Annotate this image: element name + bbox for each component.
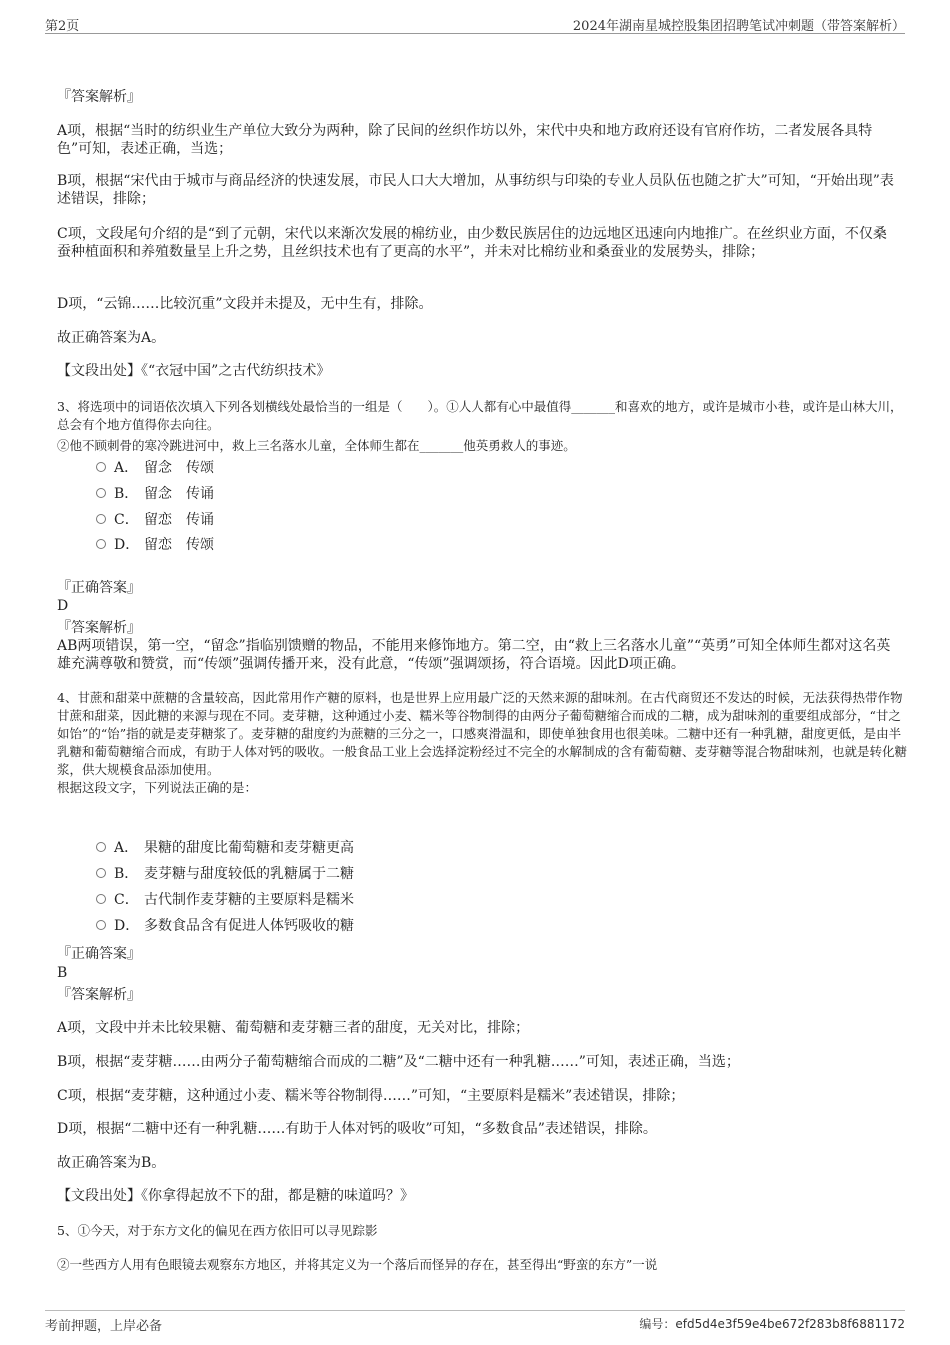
header-divider (45, 33, 905, 34)
q2-source: 【文段出处】《“衣冠中国”之古代纺织技术》 (57, 363, 331, 379)
q3-option-b[interactable]: B． 留念 传诵 (96, 484, 214, 504)
radio-icon[interactable] (96, 539, 106, 549)
radio-icon[interactable] (96, 920, 106, 930)
radio-icon[interactable] (96, 842, 106, 852)
footer-slogan: 考前押题，上岸必备 (45, 1319, 163, 1334)
q3-answer-label: 『正确答案』 (57, 580, 141, 596)
document-title: 2024年湖南星城控股集团招聘笔试冲刺题（带答案解析） (572, 19, 905, 34)
q4-prompt: 根据这段文字，下列说法正确的是： (57, 780, 258, 795)
q3-answer: D (57, 598, 69, 614)
q5-line1: 5、①今天，对于东方文化的偏见在西方依旧可以寻见踪影 (57, 1223, 378, 1238)
radio-icon[interactable] (96, 462, 106, 472)
page-number: 第2页 (45, 19, 80, 34)
radio-icon[interactable] (96, 868, 106, 878)
q4-source: 【文段出处】《你拿得起放不下的甜，都是糖的味道吗？》 (57, 1188, 414, 1204)
q3-analysis: AB两项错误，第一空，“留念”指临别馈赠的物品，不能用来修饰地方。第二空，由“救上三名落水儿童”“英勇”可知全体师生都对这名英雄充满尊敬和赞赏，而“传颂”强调传播开来，没有此意，“传颂”强调颂扬，符合语境。因此D项正确。 (57, 638, 891, 672)
radio-icon[interactable] (96, 514, 106, 524)
q3-stem-line2: ②他不顾刺骨的寒冷跳进河中，救上三名落水儿童，全体师生都在_______他英勇救人的事迹。 (57, 438, 576, 453)
page-footer (0, 1305, 950, 1345)
q4-analysis-a: A项，文段中并未比较果糖、葡萄糖和麦芽糖三者的甜度，无关对比，排除； (57, 1020, 530, 1036)
q4-analysis-b: B项，根据“麦芽糖……由两分子葡萄糖缩合而成的二糖”及“二糖中还有一种乳糖……”可知，表述正确，当选； (57, 1054, 740, 1070)
q4-analysis-label: 『答案解析』 (57, 987, 141, 1003)
q4-option-c[interactable]: C． 古代制作麦芽糖的主要原料是糯米 (96, 890, 354, 910)
q2-analysis-label: 『答案解析』 (57, 89, 141, 105)
q4-option-d[interactable]: D． 多数食品含有促进人体钙吸收的糖 (96, 916, 354, 936)
footer-divider (45, 1310, 905, 1311)
document-code (639, 1315, 905, 1332)
q2-analysis-d: D项，“云锦……比较沉重”文段并未提及，无中生有，排除。 (57, 296, 433, 312)
q5-line2: ②一些西方人用有色眼镜去观察东方地区，并将其定义为一个落后而怪异的存在，甚至得出“野蛮的东方”一说 (57, 1257, 658, 1272)
radio-icon[interactable] (96, 488, 106, 498)
page-header (0, 0, 950, 34)
q4-conclusion: 故正确答案为B。 (57, 1155, 166, 1171)
document-code-value: efd5d4e3f59e4be672f283b8f6881172 (675, 1317, 905, 1331)
q4-answer-label: 『正确答案』 (57, 946, 141, 962)
q2-analysis-c: C项，文段尾句介绍的是“到了元朝，宋代以来渐次发展的棉纺业，由少数民族居住的边远地区迅速向内地推广。在丝织业方面，不仅桑蚕种植面积和养殖数量呈上升之势，且丝织技术也有了更高的水平”，并未对比棉纺业和桑蚕业的发展势头，排除； (57, 226, 887, 260)
q3-option-d[interactable]: D． 留恋 传颂 (96, 535, 214, 555)
q4-option-a[interactable]: A． 果糖的甜度比葡萄糖和麦芽糖更高 (96, 838, 354, 858)
q3-option-a[interactable]: A． 留念 传颂 (96, 458, 214, 478)
document-code-label: 编号： (639, 1317, 676, 1331)
q3-option-c[interactable]: C． 留恋 传诵 (96, 510, 214, 530)
radio-icon[interactable] (96, 894, 106, 904)
q4-option-b[interactable]: B． 麦芽糖与甜度较低的乳糖属于二糖 (96, 864, 354, 884)
q4-passage: 4、甘蔗和甜菜中蔗糖的含量较高，因此常用作产糖的原料，也是世界上应用最广泛的天然来源的甜味剂。在古代商贸还不发达的时候，无法获得热带作物甘蔗和甜菜，因此糖的来源与现在不同。麦芽糖，这种通过小麦、糯米等谷物制得的由两分子葡萄糖缩合而成的二糖，成为甜味剂的重要组成部分，“甘之如饴”的“饴”指的就是麦芽糖浆了。麦芽糖的甜度约为蔗糖的三分之一，口感爽滑温和，即使单独食用也很美味。二糖中还有一种乳糖，甜度更低，是由半乳糖和葡萄糖缩合而成，有助于人体对钙的吸收。一般食品工业上会选择淀粉经过不完全的水解制成的含有葡萄糖、麦芽糖等混合物甜味剂，也就是转化糖浆，供大规模食品添加使用。 (57, 690, 908, 777)
q4-answer: B (57, 965, 68, 981)
q3-analysis-label: 『答案解析』 (57, 620, 141, 636)
q2-analysis-a: A项，根据“当时的纺织业生产单位大致分为两种，除了民间的丝织作坊以外，宋代中央和地方政府还设有官府作坊，二者发展各具特色”可知，表述正确，当选； (57, 123, 873, 157)
q4-analysis-c: C项，根据“麦芽糖，这种通过小麦、糯米等谷物制得……”可知，“主要原料是糯米”表述错误，排除； (57, 1088, 685, 1104)
q3-stem-line1: 3、将选项中的词语依次填入下列各划横线处最恰当的一组是（ ）。①人人都有心中最值得_______和喜欢的地方，或许是城市小巷，或许是山林大川，总会有个地方值得你去向往。 (57, 399, 903, 432)
q2-conclusion: 故正确答案为A。 (57, 330, 166, 346)
q4-analysis-d: D项，根据“二糖中还有一种乳糖……有助于人体对钙的吸收”可知，“多数食品”表述错误，排除。 (57, 1121, 657, 1137)
q2-analysis-b: B项，根据“宋代由于城市与商品经济的快速发展，市民人口大大增加，从事纺织与印染的专业人员队伍也随之扩大”可知，“开始出现”表述错误，排除； (57, 173, 894, 207)
